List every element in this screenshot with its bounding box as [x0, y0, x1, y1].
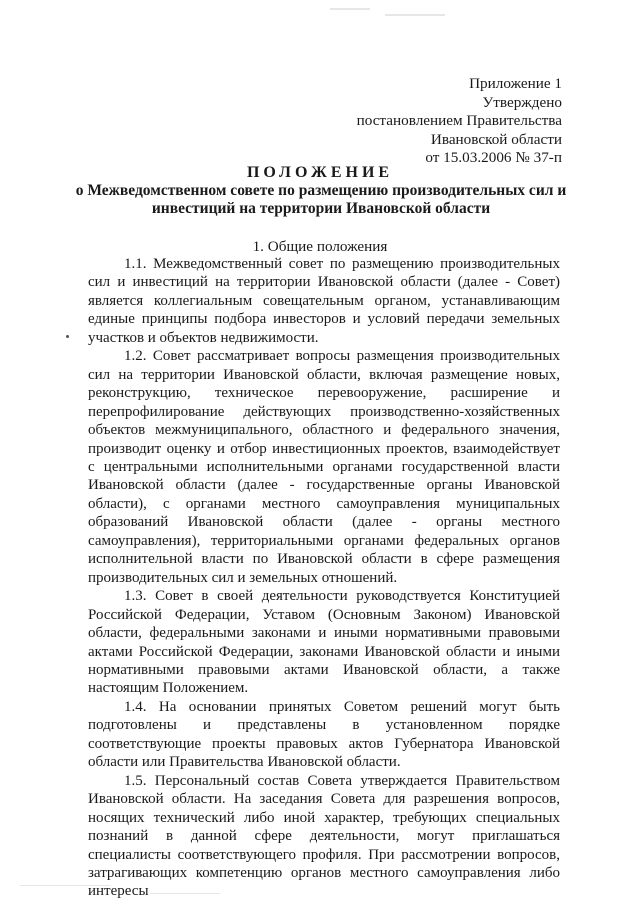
paragraph-1-1: 1.1. Межведомственный совет по размещению производительных сил и инвестиций на территории Ивановской области (далее - Совет) является коллегиальным совещательным органом, устанавливающим единые принципы подбора инвесторов и условий передачи земельных участков и объектов недвижимости.: [88, 256, 560, 346]
section-heading: 1. Общие положения: [252, 238, 388, 255]
approval-line-resolution: постановлением Правительства: [356, 112, 562, 129]
document-title: ПОЛОЖЕНИЕ: [246, 164, 394, 181]
approval-line-approved: Утверждено: [482, 93, 562, 111]
paragraph-1-4: 1.4. На основании принятых Советом решений могут быть подготовлены и представлены в установленном порядке соответствующие проекты правовых актов Губернатора Ивановской области или Правительства Ивановской области.: [88, 698, 560, 771]
section-body: [88, 255, 560, 901]
document-subtitle: о Межведомственном совете по размещению производительных сил и инвестиций на территории Ивановской области: [75, 182, 567, 217]
approval-line-region: Ивановской области: [430, 130, 562, 148]
scan-dot: [66, 335, 69, 338]
scan-artifact: [330, 8, 370, 10]
paragraph-1-5: 1.5. Персональный состав Совета утверждается Правительством Ивановской области. На заседания Совета для разрешения вопросов, носящих технический либо иной характер, требующих специальных познаний в данной сфере деятельности, могут приглашаться специалисты соответствующего профиля. При рассмотрении вопросов, затрагивающих компетенцию органов местного самоуправления либо интересы: [88, 772, 560, 900]
approval-block: [282, 75, 562, 168]
paragraph-1-2: 1.2. Совет рассматривает вопросы размещения производительных сил на территории Ивановской области, включая размещение новых, реконструкцию, техническое перевооружение, расширение и перепрофилирование действующих производственно-хозяйственных объектов межмуниципального, областного и федерального значения, производит оценку и отбор инвестиционных проектов, взаимодействует с центральными исполнительными органами государственной власти Ивановской области (далее - государственные органы Ивановской области), с органами местного самоуправления муниципальных образований Ивановской области (далее - органы местного самоуправления), территориальными органами федеральных органов исполнительной власти по Ивановской области в сфере размещения производительных сил и земельных отношений.: [88, 348, 560, 586]
approval-line-appendix: Приложение 1: [469, 75, 562, 92]
paragraph-1-3: 1.3. Совет в своей деятельности руководствуется Конституцией Российской Федерации, Уставом (Основным Законом) Ивановской области, федеральными законами и иными нормативными правовыми актами Российской Федерации, законами Ивановской области и иными нормативными правовыми актами Ивановской области, а также настоящим Положением.: [88, 588, 560, 697]
scan-artifact: [385, 14, 445, 16]
approval-line-date-number: от 15.03.2006 № 37-п: [425, 149, 562, 166]
